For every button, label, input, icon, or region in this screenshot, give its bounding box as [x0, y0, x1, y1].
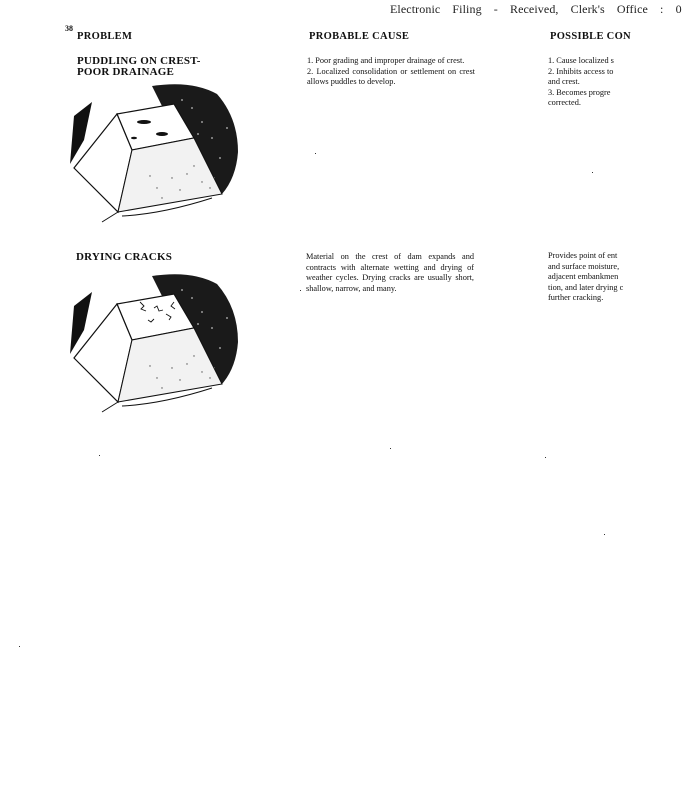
page-number: 38	[65, 24, 73, 33]
puddling-dam-illustration	[62, 78, 247, 226]
filing-stamp: Electronic Filing - Received, Clerk's Office : 0	[390, 2, 682, 16]
consequence-text-puddling: 1. Cause localized s 2. Inhibits access to and crest. 3. Becomes progre corrected.	[548, 56, 614, 108]
scan-speck	[99, 455, 100, 456]
scan-speck	[19, 646, 20, 647]
column-header-possible-consequences: POSSIBLE CON	[550, 31, 631, 42]
drying-cracks-dam-illustration	[62, 268, 247, 416]
scan-speck	[390, 448, 391, 449]
cause-text-puddling: 1. Poor grading and improper drainage of crest. 2. Localized consolidation or settlement on crest allows puddles to develop.	[307, 56, 475, 87]
scan-speck	[545, 457, 546, 458]
scan-speck	[315, 153, 316, 154]
column-header-problem: PROBLEM	[77, 31, 133, 42]
problem-title-drying-cracks: DRYING CRACKS	[76, 251, 173, 263]
scan-speck	[604, 534, 605, 535]
problem-title-puddling: PUDDLING ON CREST- POOR DRAINAGE	[77, 55, 201, 78]
scan-speck	[592, 172, 593, 173]
consequence-text-drying-cracks: Provides point of ent and surface moisture, adjacent embankmen tion, and later drying c further cracking.	[548, 251, 624, 303]
column-header-probable-cause: PROBABLE CAUSE	[309, 31, 410, 42]
cause-text-drying-cracks: Material on the crest of dam expands and contracts with alternate wetting and drying of weather cycles. Drying cracks are usually short, shallow, narrow, and many.	[306, 252, 474, 293]
scan-speck	[300, 290, 301, 291]
